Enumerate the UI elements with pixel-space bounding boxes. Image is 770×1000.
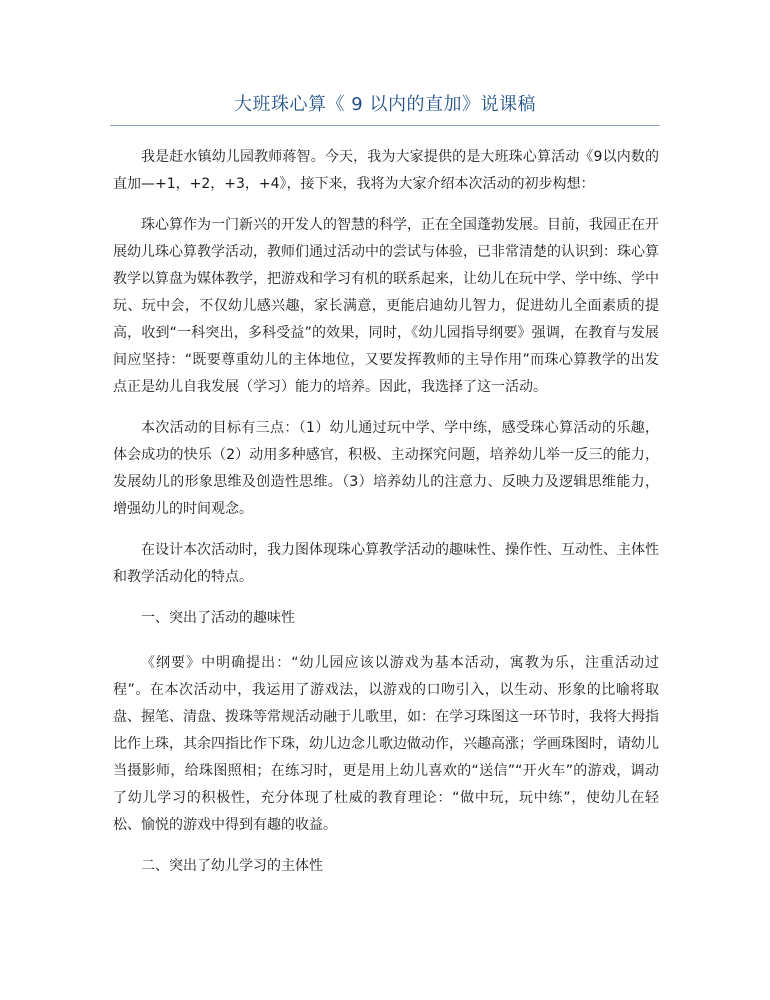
paragraph-background: 珠心算作为一门新兴的开发人的智慧的科学，正在全国蓬勃发展。目前，我园正在开展幼儿珠心算教学活动，教师们通过活动中的尝试与体验，已非常清楚的认识到：珠心算教学以算盘为媒体教学，把游戏和学习有机的联系起来，让幼儿在玩中学、学中练、学中玩、玩中会，不仅幼儿感兴趣，家长满意，更能启迪幼儿智力，促进幼儿全面素质的提高，收到“一科突出，多科受益”的效果，同时，《幼儿园指导纲要》强调，在教育与发展间应坚持：“既要尊重幼儿的主体地位，又要发挥教师的主导作用”而珠心算教学的出发点正是幼儿自我发展（学习）能力的培养。因此，我选择了这一活动。 bbox=[113, 217, 659, 395]
paragraph-design: 在设计本次活动时，我力图体现珠心算教学活动的趣味性、操作性、互动性、主体性和教学活动化的特点。 bbox=[113, 542, 659, 585]
document-title: 大班珠心算《 9 以内的直加》说课稿 bbox=[234, 94, 536, 115]
title-divider bbox=[110, 125, 660, 126]
section-heading-1: 一、突出了活动的趣味性 bbox=[141, 610, 295, 626]
paragraph-intro: 我是赶水镇幼儿园教师蒋智。今天，我为大家提供的是大班珠心算活动《9以内数的直加—+1，+2，+3，+4》，接下来，我将为大家介绍本次活动的初步构想： bbox=[113, 149, 659, 192]
paragraph-fun: 《纲要》中明确提出：“幼儿园应该以游戏为基本活动，寓教为乐，注重活动过程”。在本次活动中，我运用了游戏法，以游戏的口吻引入，以生动、形象的比喻将取盘、握笔、清盘、拨珠等常规活动融于儿歌里，如：在学习珠图这一环节时，我将大拇指比作上珠，其余四指比作下珠，幼儿边念儿歌边做动作，兴趣高涨；学画珠图时，请幼儿当摄影师，给珠图照相；在练习时，更是用上幼儿喜欢的“送信”“开火车”的游戏，调动了幼儿学习的积极性，充分体现了杜威的教育理论：“做中玩，玩中练”，使幼儿在轻松、愉悦的游戏中得到有趣的收益。 bbox=[113, 655, 659, 833]
paragraph-goals: 本次活动的目标有三点：（1）幼儿通过玩中学、学中练，感受珠心算活动的乐趣，体会成功的快乐（2）动用多种感官，积极、主动探究问题，培养幼儿举一反三的能力，发展幼儿的形象思维及创造性思维。（3）培养幼儿的注意力、反映力及逻辑思维能力，增强幼儿的时间观念。 bbox=[113, 420, 659, 517]
document-body bbox=[113, 144, 659, 898]
section-heading-2: 二、突出了幼儿学习的主体性 bbox=[141, 858, 323, 874]
